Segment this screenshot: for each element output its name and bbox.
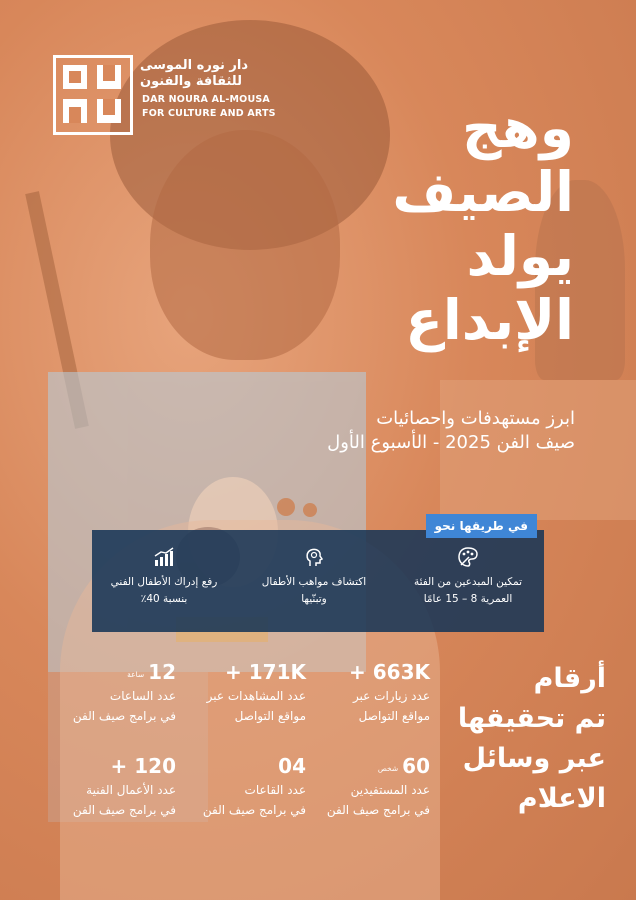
impact-title-line: عبر وسائل	[462, 743, 606, 774]
palette-icon	[457, 546, 479, 568]
stat-visits	[300, 659, 430, 725]
hero-subtitle	[155, 407, 575, 455]
stat-value: 04	[278, 754, 306, 778]
goal-item-empower	[398, 546, 538, 608]
goal-text-line2: بنسبة 40٪	[140, 593, 188, 605]
goal-item-talents	[244, 546, 384, 608]
stat-label-line2: مواقع التواصل	[234, 709, 306, 723]
stat-label-line1: عدد القاعات	[244, 783, 306, 797]
brand-name-en-line1: DAR NOURA AL-MOUSA	[142, 94, 270, 105]
impact-title-line: الاعلام	[517, 783, 606, 814]
goal-text-line2: العمرية 8 – 15 عامًا	[423, 593, 513, 605]
hero-title-line: الصيف	[392, 160, 574, 224]
stat-label-line2: في برامج صيف الفن	[72, 709, 176, 723]
growth-chart-icon	[153, 546, 175, 568]
hero-title	[244, 96, 574, 352]
stat-halls	[176, 753, 306, 819]
goal-text-line2: وتبنّيها	[301, 593, 327, 605]
stat-unit: شخص	[377, 764, 399, 773]
hero-title-line: وهج	[462, 96, 574, 160]
brand-name-ar-line2: للثقافة والفنون	[140, 74, 242, 89]
stat-value: + 120	[110, 754, 176, 778]
stat-label-line1: عدد زيارات عبر	[352, 689, 430, 703]
stat-hours	[46, 659, 176, 725]
stat-label-line2: في برامج صيف الفن	[202, 803, 306, 817]
impact-title	[436, 659, 606, 819]
impact-title-line: أرقام	[533, 663, 606, 694]
stat-value: + 171K	[225, 660, 306, 684]
goals-panel	[92, 530, 544, 632]
hero-title-line: يولد	[466, 224, 574, 288]
brand-name-en-line2: FOR CULTURE AND ARTS	[142, 108, 276, 119]
stat-label-line1: عدد الساعات	[109, 689, 176, 703]
impact-title-line: تم تحقيقها	[457, 703, 606, 734]
hero-subtitle-line2: صيف الفن 2025 - الأسبوع الأول	[327, 432, 575, 453]
logo-icon	[53, 55, 133, 135]
goal-text-line1: تمكين المبدعين من الفئة	[413, 576, 523, 588]
stat-unit: ساعة	[127, 670, 145, 679]
hero-subtitle-line1: ابرز مستهدفات واحصائيات	[376, 408, 575, 429]
brand-name-ar-line1: دار نوره الموسى	[140, 58, 248, 73]
goal-text-line1: رفع إدراك الأطفال الفني	[110, 576, 218, 588]
stat-label-line1: عدد الأعمال الفنية	[86, 783, 176, 797]
stat-label-line2: في برامج صيف الفن	[72, 803, 176, 817]
stat-artworks	[46, 753, 176, 819]
goal-text-line1: اكتشاف مواهب الأطفال	[261, 576, 367, 588]
goals-tag: في طريقها نحو	[426, 514, 537, 538]
stat-label-line2: في برامج صيف الفن	[326, 803, 430, 817]
creative-head-icon	[303, 546, 325, 568]
goal-item-perception	[94, 546, 234, 608]
stat-value: 12	[148, 660, 176, 684]
brand-name-arabic	[140, 58, 310, 90]
stat-value: 60	[402, 754, 430, 778]
stat-beneficiaries	[300, 753, 430, 819]
brand-logo-mark	[53, 55, 133, 135]
stat-value: + 663K	[349, 660, 430, 684]
stat-label-line1: عدد المستفيدين	[350, 783, 430, 797]
stat-views	[176, 659, 306, 725]
hero-title-line: الإبداع	[405, 288, 574, 352]
stat-label-line2: مواقع التواصل	[358, 709, 430, 723]
stat-label-line1: عدد المشاهدات عبر	[206, 689, 306, 703]
